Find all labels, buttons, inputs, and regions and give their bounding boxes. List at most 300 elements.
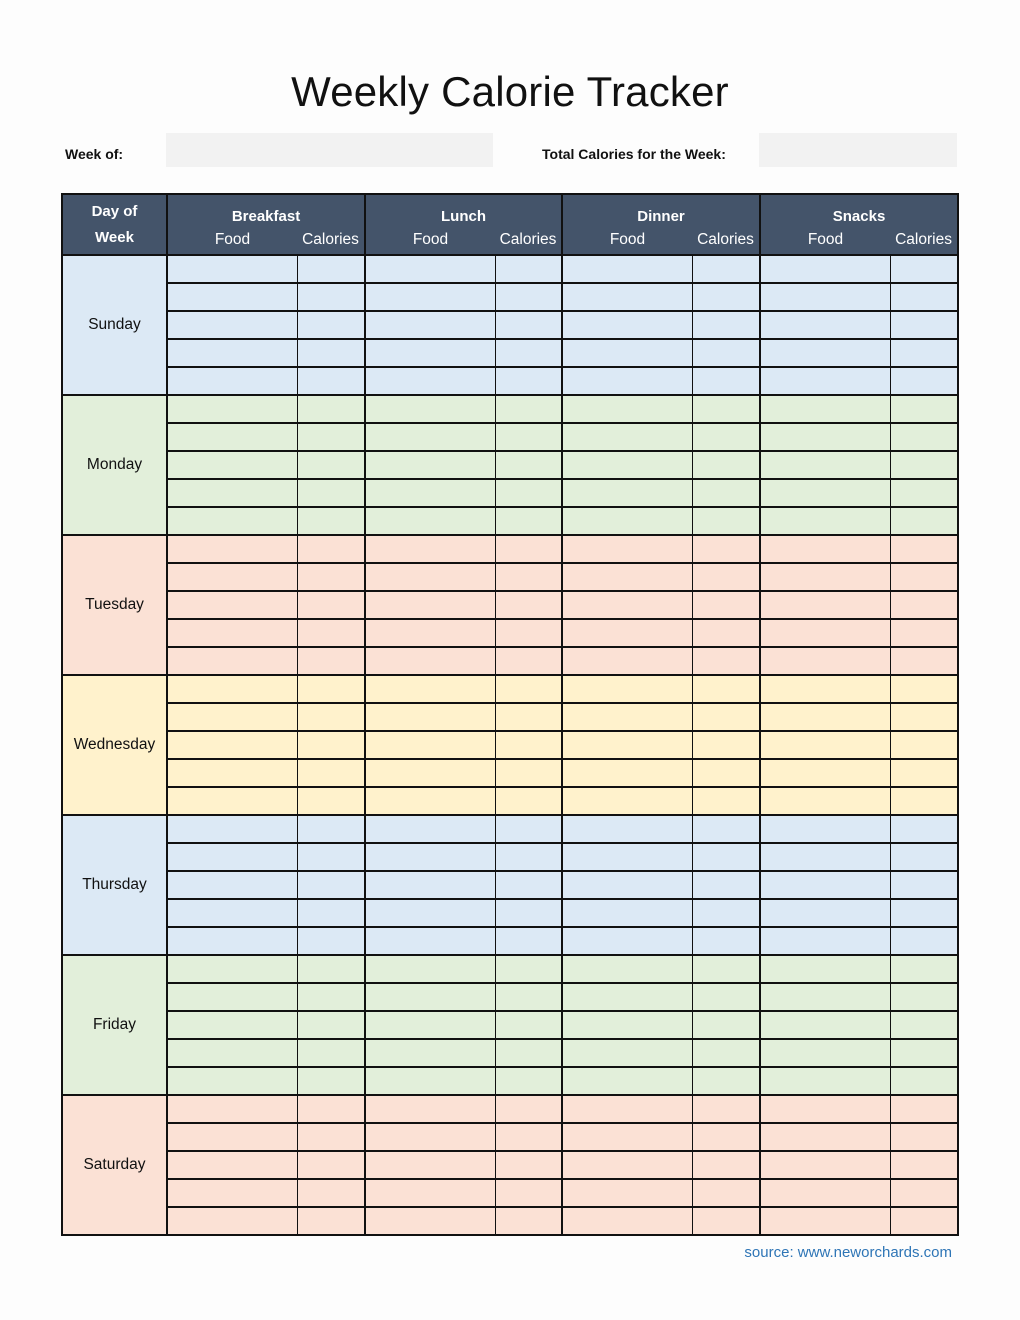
dinner-food-cell[interactable] (562, 507, 692, 535)
breakfast-calories-input[interactable] (298, 284, 365, 310)
snacks-food-cell[interactable] (760, 703, 890, 731)
breakfast-food-input[interactable] (168, 704, 297, 730)
dinner-food-cell[interactable] (562, 619, 692, 647)
lunch-food-input[interactable] (366, 872, 495, 898)
lunch-calories-input[interactable] (496, 984, 562, 1010)
dinner-food-input[interactable] (563, 396, 692, 422)
lunch-calories-input[interactable] (496, 1040, 562, 1066)
snacks-calories-input[interactable] (891, 256, 958, 282)
breakfast-food-input[interactable] (168, 900, 297, 926)
breakfast-calories-input[interactable] (298, 872, 365, 898)
lunch-food-input[interactable] (366, 592, 495, 618)
lunch-calories-input[interactable] (496, 340, 562, 366)
snacks-food-input[interactable] (761, 620, 890, 646)
lunch-calories-cell[interactable] (495, 815, 562, 843)
snacks-calories-input[interactable] (891, 396, 958, 422)
dinner-food-input[interactable] (563, 844, 692, 870)
breakfast-food-cell[interactable] (167, 815, 297, 843)
dinner-calories-input[interactable] (693, 1124, 760, 1150)
breakfast-food-input[interactable] (168, 340, 297, 366)
dinner-calories-cell[interactable] (692, 1207, 760, 1235)
dinner-calories-cell[interactable] (692, 955, 760, 983)
lunch-calories-input[interactable] (496, 732, 562, 758)
dinner-food-input[interactable] (563, 816, 692, 842)
lunch-food-input[interactable] (366, 1096, 495, 1122)
breakfast-food-input[interactable] (168, 1152, 297, 1178)
snacks-calories-input[interactable] (891, 704, 958, 730)
snacks-food-cell[interactable] (760, 1207, 890, 1235)
lunch-calories-cell[interactable] (495, 843, 562, 871)
dinner-calories-cell[interactable] (692, 451, 760, 479)
lunch-food-cell[interactable] (365, 899, 495, 927)
lunch-calories-input[interactable] (496, 1152, 562, 1178)
lunch-calories-cell[interactable] (495, 647, 562, 675)
lunch-calories-cell[interactable] (495, 395, 562, 423)
snacks-calories-input[interactable] (891, 480, 958, 506)
breakfast-calories-input[interactable] (298, 368, 365, 394)
dinner-food-input[interactable] (563, 508, 692, 534)
snacks-calories-input[interactable] (891, 536, 958, 562)
breakfast-calories-input[interactable] (298, 340, 365, 366)
breakfast-calories-input[interactable] (298, 480, 365, 506)
snacks-calories-input[interactable] (891, 788, 958, 814)
lunch-food-input[interactable] (366, 1012, 495, 1038)
snacks-calories-input[interactable] (891, 1180, 958, 1206)
dinner-calories-input[interactable] (693, 760, 760, 786)
dinner-calories-input[interactable] (693, 368, 760, 394)
breakfast-food-cell[interactable] (167, 871, 297, 899)
snacks-calories-cell[interactable] (890, 1151, 958, 1179)
snacks-food-cell[interactable] (760, 1095, 890, 1123)
breakfast-calories-cell[interactable] (297, 1151, 365, 1179)
snacks-food-input[interactable] (761, 312, 890, 338)
breakfast-calories-input[interactable] (298, 1068, 365, 1094)
snacks-food-cell[interactable] (760, 339, 890, 367)
snacks-food-input[interactable] (761, 816, 890, 842)
breakfast-food-input[interactable] (168, 872, 297, 898)
snacks-calories-input[interactable] (891, 760, 958, 786)
snacks-food-cell[interactable] (760, 367, 890, 395)
lunch-calories-cell[interactable] (495, 339, 562, 367)
lunch-food-input[interactable] (366, 648, 495, 674)
lunch-food-cell[interactable] (365, 955, 495, 983)
lunch-food-cell[interactable] (365, 255, 495, 283)
lunch-calories-input[interactable] (496, 900, 562, 926)
lunch-food-input[interactable] (366, 452, 495, 478)
dinner-calories-cell[interactable] (692, 535, 760, 563)
lunch-calories-cell[interactable] (495, 255, 562, 283)
dinner-calories-input[interactable] (693, 1180, 760, 1206)
lunch-calories-input[interactable] (496, 620, 562, 646)
lunch-food-input[interactable] (366, 984, 495, 1010)
breakfast-calories-cell[interactable] (297, 535, 365, 563)
snacks-calories-input[interactable] (891, 1040, 958, 1066)
snacks-food-cell[interactable] (760, 983, 890, 1011)
breakfast-calories-input[interactable] (298, 1180, 365, 1206)
breakfast-calories-cell[interactable] (297, 871, 365, 899)
snacks-food-cell[interactable] (760, 927, 890, 955)
breakfast-calories-cell[interactable] (297, 395, 365, 423)
lunch-calories-cell[interactable] (495, 619, 562, 647)
dinner-calories-input[interactable] (693, 1208, 760, 1234)
snacks-food-cell[interactable] (760, 899, 890, 927)
dinner-calories-cell[interactable] (692, 367, 760, 395)
snacks-food-input[interactable] (761, 284, 890, 310)
lunch-calories-input[interactable] (496, 424, 562, 450)
breakfast-food-input[interactable] (168, 1208, 297, 1234)
breakfast-food-input[interactable] (168, 816, 297, 842)
snacks-food-cell[interactable] (760, 255, 890, 283)
dinner-food-input[interactable] (563, 256, 692, 282)
total-calories-field[interactable] (759, 133, 957, 167)
breakfast-calories-cell[interactable] (297, 1011, 365, 1039)
lunch-food-cell[interactable] (365, 675, 495, 703)
snacks-calories-input[interactable] (891, 1012, 958, 1038)
lunch-calories-cell[interactable] (495, 703, 562, 731)
snacks-food-cell[interactable] (760, 535, 890, 563)
lunch-food-cell[interactable] (365, 367, 495, 395)
lunch-food-cell[interactable] (365, 731, 495, 759)
breakfast-calories-cell[interactable] (297, 1095, 365, 1123)
lunch-food-cell[interactable] (365, 339, 495, 367)
lunch-calories-input[interactable] (496, 704, 562, 730)
lunch-calories-cell[interactable] (495, 955, 562, 983)
snacks-calories-input[interactable] (891, 312, 958, 338)
snacks-calories-cell[interactable] (890, 507, 958, 535)
breakfast-food-input[interactable] (168, 1012, 297, 1038)
breakfast-food-input[interactable] (168, 536, 297, 562)
breakfast-calories-cell[interactable] (297, 423, 365, 451)
breakfast-calories-cell[interactable] (297, 479, 365, 507)
snacks-calories-input[interactable] (891, 1096, 958, 1122)
dinner-food-input[interactable] (563, 564, 692, 590)
dinner-calories-input[interactable] (693, 536, 760, 562)
snacks-food-cell[interactable] (760, 563, 890, 591)
snacks-calories-cell[interactable] (890, 255, 958, 283)
breakfast-calories-input[interactable] (298, 676, 365, 702)
breakfast-calories-cell[interactable] (297, 731, 365, 759)
snacks-calories-cell[interactable] (890, 787, 958, 815)
lunch-calories-input[interactable] (496, 648, 562, 674)
breakfast-calories-input[interactable] (298, 956, 365, 982)
lunch-food-input[interactable] (366, 704, 495, 730)
dinner-calories-cell[interactable] (692, 591, 760, 619)
snacks-food-input[interactable] (761, 1012, 890, 1038)
breakfast-calories-input[interactable] (298, 984, 365, 1010)
dinner-food-cell[interactable] (562, 675, 692, 703)
breakfast-food-cell[interactable] (167, 339, 297, 367)
dinner-food-input[interactable] (563, 480, 692, 506)
dinner-food-cell[interactable] (562, 703, 692, 731)
breakfast-food-input[interactable] (168, 452, 297, 478)
dinner-food-input[interactable] (563, 676, 692, 702)
snacks-food-cell[interactable] (760, 871, 890, 899)
snacks-calories-cell[interactable] (890, 983, 958, 1011)
lunch-food-cell[interactable] (365, 843, 495, 871)
dinner-food-cell[interactable] (562, 1067, 692, 1095)
snacks-food-input[interactable] (761, 396, 890, 422)
lunch-food-cell[interactable] (365, 1095, 495, 1123)
breakfast-calories-cell[interactable] (297, 311, 365, 339)
dinner-calories-input[interactable] (693, 956, 760, 982)
lunch-calories-cell[interactable] (495, 1011, 562, 1039)
lunch-food-input[interactable] (366, 1152, 495, 1178)
breakfast-calories-cell[interactable] (297, 955, 365, 983)
dinner-calories-input[interactable] (693, 1040, 760, 1066)
breakfast-food-input[interactable] (168, 368, 297, 394)
breakfast-calories-input[interactable] (298, 816, 365, 842)
breakfast-food-input[interactable] (168, 956, 297, 982)
breakfast-food-cell[interactable] (167, 899, 297, 927)
dinner-food-input[interactable] (563, 592, 692, 618)
lunch-food-input[interactable] (366, 844, 495, 870)
dinner-food-cell[interactable] (562, 815, 692, 843)
lunch-calories-input[interactable] (496, 480, 562, 506)
breakfast-calories-input[interactable] (298, 508, 365, 534)
dinner-calories-input[interactable] (693, 984, 760, 1010)
dinner-food-input[interactable] (563, 452, 692, 478)
breakfast-food-cell[interactable] (167, 451, 297, 479)
lunch-food-input[interactable] (366, 256, 495, 282)
snacks-calories-input[interactable] (891, 368, 958, 394)
snacks-food-cell[interactable] (760, 787, 890, 815)
lunch-calories-input[interactable] (496, 844, 562, 870)
lunch-calories-cell[interactable] (495, 759, 562, 787)
breakfast-calories-input[interactable] (298, 900, 365, 926)
breakfast-food-cell[interactable] (167, 1095, 297, 1123)
lunch-food-cell[interactable] (365, 1123, 495, 1151)
lunch-calories-cell[interactable] (495, 899, 562, 927)
lunch-calories-cell[interactable] (495, 283, 562, 311)
lunch-calories-cell[interactable] (495, 1123, 562, 1151)
snacks-calories-cell[interactable] (890, 703, 958, 731)
dinner-calories-cell[interactable] (692, 675, 760, 703)
lunch-food-input[interactable] (366, 340, 495, 366)
dinner-food-input[interactable] (563, 984, 692, 1010)
snacks-calories-input[interactable] (891, 424, 958, 450)
breakfast-calories-input[interactable] (298, 844, 365, 870)
breakfast-calories-cell[interactable] (297, 255, 365, 283)
dinner-calories-input[interactable] (693, 256, 760, 282)
dinner-food-cell[interactable] (562, 367, 692, 395)
dinner-food-cell[interactable] (562, 899, 692, 927)
breakfast-calories-input[interactable] (298, 452, 365, 478)
lunch-calories-input[interactable] (496, 956, 562, 982)
snacks-food-cell[interactable] (760, 647, 890, 675)
lunch-calories-cell[interactable] (495, 1207, 562, 1235)
dinner-calories-cell[interactable] (692, 619, 760, 647)
snacks-food-input[interactable] (761, 508, 890, 534)
snacks-calories-cell[interactable] (890, 395, 958, 423)
breakfast-food-cell[interactable] (167, 283, 297, 311)
snacks-food-input[interactable] (761, 984, 890, 1010)
breakfast-calories-cell[interactable] (297, 1067, 365, 1095)
breakfast-food-input[interactable] (168, 564, 297, 590)
breakfast-calories-input[interactable] (298, 1040, 365, 1066)
dinner-calories-cell[interactable] (692, 899, 760, 927)
lunch-calories-cell[interactable] (495, 563, 562, 591)
dinner-calories-input[interactable] (693, 452, 760, 478)
dinner-food-cell[interactable] (562, 1151, 692, 1179)
breakfast-calories-input[interactable] (298, 1012, 365, 1038)
breakfast-calories-input[interactable] (298, 1124, 365, 1150)
lunch-food-input[interactable] (366, 732, 495, 758)
lunch-calories-input[interactable] (496, 676, 562, 702)
dinner-food-input[interactable] (563, 1096, 692, 1122)
dinner-food-input[interactable] (563, 732, 692, 758)
lunch-food-input[interactable] (366, 1068, 495, 1094)
dinner-calories-input[interactable] (693, 312, 760, 338)
lunch-calories-cell[interactable] (495, 731, 562, 759)
snacks-food-cell[interactable] (760, 591, 890, 619)
lunch-calories-cell[interactable] (495, 423, 562, 451)
snacks-food-input[interactable] (761, 1180, 890, 1206)
breakfast-food-cell[interactable] (167, 367, 297, 395)
lunch-food-input[interactable] (366, 424, 495, 450)
snacks-calories-cell[interactable] (890, 1095, 958, 1123)
snacks-food-cell[interactable] (760, 283, 890, 311)
breakfast-calories-cell[interactable] (297, 1123, 365, 1151)
lunch-calories-cell[interactable] (495, 871, 562, 899)
dinner-calories-cell[interactable] (692, 703, 760, 731)
lunch-food-input[interactable] (366, 956, 495, 982)
dinner-calories-input[interactable] (693, 704, 760, 730)
snacks-food-input[interactable] (761, 452, 890, 478)
lunch-calories-input[interactable] (496, 452, 562, 478)
breakfast-food-input[interactable] (168, 620, 297, 646)
dinner-food-cell[interactable] (562, 283, 692, 311)
breakfast-calories-input[interactable] (298, 648, 365, 674)
lunch-food-cell[interactable] (365, 423, 495, 451)
snacks-calories-cell[interactable] (890, 283, 958, 311)
breakfast-calories-cell[interactable] (297, 983, 365, 1011)
lunch-calories-input[interactable] (496, 368, 562, 394)
breakfast-food-cell[interactable] (167, 759, 297, 787)
breakfast-calories-cell[interactable] (297, 759, 365, 787)
dinner-food-cell[interactable] (562, 1123, 692, 1151)
snacks-food-input[interactable] (761, 704, 890, 730)
dinner-calories-cell[interactable] (692, 1123, 760, 1151)
breakfast-food-input[interactable] (168, 592, 297, 618)
lunch-calories-cell[interactable] (495, 983, 562, 1011)
snacks-calories-cell[interactable] (890, 423, 958, 451)
snacks-calories-input[interactable] (891, 1152, 958, 1178)
snacks-food-cell[interactable] (760, 1123, 890, 1151)
dinner-food-input[interactable] (563, 928, 692, 954)
breakfast-calories-input[interactable] (298, 1208, 365, 1234)
lunch-calories-cell[interactable] (495, 675, 562, 703)
breakfast-calories-cell[interactable] (297, 675, 365, 703)
dinner-food-input[interactable] (563, 312, 692, 338)
snacks-calories-cell[interactable] (890, 311, 958, 339)
breakfast-calories-input[interactable] (298, 928, 365, 954)
snacks-calories-cell[interactable] (890, 731, 958, 759)
breakfast-calories-cell[interactable] (297, 703, 365, 731)
dinner-calories-input[interactable] (693, 872, 760, 898)
breakfast-calories-cell[interactable] (297, 927, 365, 955)
lunch-calories-cell[interactable] (495, 451, 562, 479)
lunch-calories-input[interactable] (496, 536, 562, 562)
breakfast-food-input[interactable] (168, 732, 297, 758)
dinner-food-cell[interactable] (562, 1039, 692, 1067)
lunch-calories-input[interactable] (496, 1124, 562, 1150)
dinner-food-cell[interactable] (562, 731, 692, 759)
lunch-food-input[interactable] (366, 564, 495, 590)
breakfast-food-cell[interactable] (167, 535, 297, 563)
breakfast-food-cell[interactable] (167, 983, 297, 1011)
breakfast-calories-input[interactable] (298, 564, 365, 590)
breakfast-food-cell[interactable] (167, 1123, 297, 1151)
breakfast-calories-input[interactable] (298, 704, 365, 730)
dinner-calories-input[interactable] (693, 788, 760, 814)
dinner-food-cell[interactable] (562, 983, 692, 1011)
lunch-food-input[interactable] (366, 1040, 495, 1066)
dinner-calories-cell[interactable] (692, 1011, 760, 1039)
snacks-food-cell[interactable] (760, 843, 890, 871)
breakfast-calories-cell[interactable] (297, 339, 365, 367)
snacks-food-cell[interactable] (760, 507, 890, 535)
dinner-food-cell[interactable] (562, 1011, 692, 1039)
dinner-food-input[interactable] (563, 1012, 692, 1038)
dinner-food-cell[interactable] (562, 871, 692, 899)
lunch-calories-cell[interactable] (495, 1067, 562, 1095)
lunch-calories-input[interactable] (496, 1096, 562, 1122)
dinner-food-cell[interactable] (562, 647, 692, 675)
dinner-food-input[interactable] (563, 1068, 692, 1094)
snacks-calories-input[interactable] (891, 732, 958, 758)
snacks-calories-cell[interactable] (890, 1207, 958, 1235)
dinner-calories-cell[interactable] (692, 1095, 760, 1123)
breakfast-calories-input[interactable] (298, 1096, 365, 1122)
lunch-calories-input[interactable] (496, 1180, 562, 1206)
lunch-calories-cell[interactable] (495, 1179, 562, 1207)
lunch-food-cell[interactable] (365, 283, 495, 311)
dinner-food-input[interactable] (563, 704, 692, 730)
snacks-calories-cell[interactable] (890, 675, 958, 703)
dinner-calories-cell[interactable] (692, 787, 760, 815)
breakfast-food-cell[interactable] (167, 787, 297, 815)
snacks-food-cell[interactable] (760, 619, 890, 647)
lunch-food-input[interactable] (366, 368, 495, 394)
dinner-calories-input[interactable] (693, 480, 760, 506)
breakfast-food-input[interactable] (168, 1096, 297, 1122)
dinner-food-cell[interactable] (562, 843, 692, 871)
lunch-food-cell[interactable] (365, 535, 495, 563)
snacks-food-cell[interactable] (760, 1179, 890, 1207)
dinner-calories-cell[interactable] (692, 563, 760, 591)
breakfast-calories-input[interactable] (298, 760, 365, 786)
lunch-calories-cell[interactable] (495, 1095, 562, 1123)
lunch-calories-input[interactable] (496, 1208, 562, 1234)
breakfast-calories-input[interactable] (298, 1152, 365, 1178)
breakfast-calories-input[interactable] (298, 424, 365, 450)
snacks-calories-cell[interactable] (890, 619, 958, 647)
snacks-calories-input[interactable] (891, 340, 958, 366)
breakfast-calories-cell[interactable] (297, 367, 365, 395)
snacks-calories-input[interactable] (891, 900, 958, 926)
snacks-calories-input[interactable] (891, 816, 958, 842)
breakfast-food-input[interactable] (168, 760, 297, 786)
dinner-food-cell[interactable] (562, 1095, 692, 1123)
breakfast-food-input[interactable] (168, 648, 297, 674)
breakfast-calories-input[interactable] (298, 256, 365, 282)
snacks-food-input[interactable] (761, 732, 890, 758)
lunch-food-cell[interactable] (365, 619, 495, 647)
dinner-food-input[interactable] (563, 872, 692, 898)
lunch-food-cell[interactable] (365, 647, 495, 675)
breakfast-food-cell[interactable] (167, 619, 297, 647)
dinner-calories-cell[interactable] (692, 311, 760, 339)
